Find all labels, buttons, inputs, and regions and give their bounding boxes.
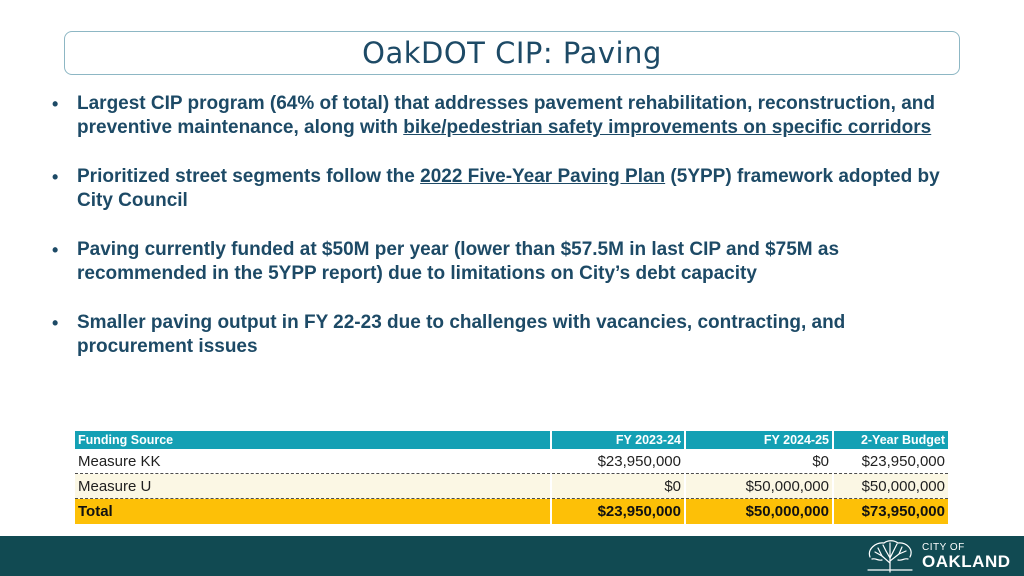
- logo-line-1: CITY OF: [922, 541, 965, 553]
- table-cell: Measure KK: [75, 449, 551, 474]
- bullet-item: [50, 165, 950, 213]
- bullet-item: [50, 311, 950, 359]
- column-header: FY 2024-25: [685, 431, 833, 449]
- total-cell: $23,950,000: [551, 499, 685, 525]
- table-cell: $0: [551, 474, 685, 499]
- oak-tree-icon: [862, 539, 918, 573]
- logo-line-2: OAKLAND: [922, 551, 1011, 571]
- table-cell: $0: [685, 449, 833, 474]
- total-row: [75, 499, 948, 525]
- table-row: [75, 449, 948, 474]
- bullet-text: Largest CIP program (64% of total) that addresses pavement rehabilitation, reconstruction, and preventive maintenance, along with: [77, 93, 935, 138]
- bullet-item: [50, 238, 950, 286]
- table-cell: $50,000,000: [833, 474, 948, 499]
- bike-pedestrian-link[interactable]: bike/pedestrian safety improvements on specific corridors: [403, 117, 932, 138]
- slide-title-box: [64, 31, 960, 75]
- table-row: [75, 474, 948, 499]
- table-cell: Measure U: [75, 474, 551, 499]
- total-cell: $73,950,000: [833, 499, 948, 525]
- table-cell: $23,950,000: [833, 449, 948, 474]
- total-cell: $50,000,000: [685, 499, 833, 525]
- logo-text: [922, 543, 1011, 570]
- column-header: 2-Year Budget: [833, 431, 948, 449]
- table-header-row: [75, 431, 948, 449]
- bullet-item: [50, 92, 950, 140]
- bullet-dot-icon: •: [52, 94, 59, 114]
- bullet-dot-icon: •: [52, 313, 59, 333]
- bullet-dot-icon: •: [52, 167, 59, 187]
- table-cell: $50,000,000: [685, 474, 833, 499]
- paving-plan-link[interactable]: 2022 Five-Year Paving Plan: [420, 166, 666, 187]
- funding-table: [75, 431, 948, 524]
- column-header: FY 2023-24: [551, 431, 685, 449]
- slide-title: OakDOT CIP: Paving: [362, 36, 662, 70]
- total-label: Total: [75, 499, 551, 525]
- bullet-dot-icon: •: [52, 240, 59, 260]
- column-header: Funding Source: [75, 431, 551, 449]
- bullet-list: [50, 92, 950, 384]
- bullet-text: (5YPP) framework adopted by City Council: [77, 166, 940, 211]
- bullet-text: Paving currently funded at $50M per year (lower than $57.5M in last CIP and $75M as recommended in the 5YPP report) due to limitations on City’s debt capacity: [77, 239, 840, 284]
- bullet-text: Prioritized street segments follow the: [77, 166, 421, 187]
- bullet-text: Smaller paving output in FY 22-23 due to challenges with vacancies, contracting, and procurement issues: [77, 312, 846, 357]
- table-cell: $23,950,000: [551, 449, 685, 474]
- city-of-oakland-logo: [862, 539, 1012, 573]
